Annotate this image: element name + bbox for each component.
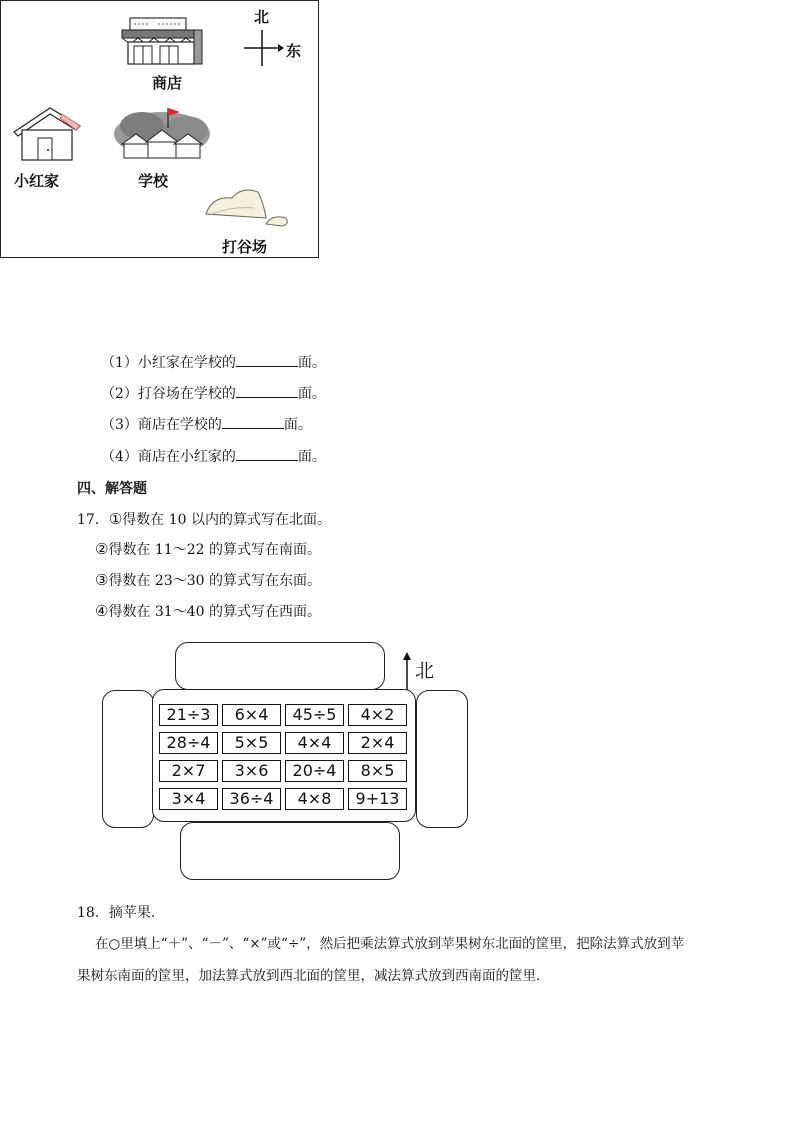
- question-17-item-3: ③得数在 23～30 的算式写在东面。: [95, 571, 321, 589]
- school-icon: [112, 104, 212, 162]
- expression-cell[interactable]: 8×5: [348, 760, 407, 782]
- question-17-item-2: ②得数在 11～22 的算式写在南面。: [95, 540, 321, 558]
- shop-label: 商店: [152, 74, 183, 92]
- threshing-ground-label: 打谷场: [222, 238, 268, 256]
- compass-east-label: 东: [286, 42, 302, 60]
- question-17-item-1: 17．①得数在 10 以内的算式写在北面。: [77, 510, 331, 528]
- expression-cell[interactable]: 36÷4: [222, 788, 281, 810]
- expression-cell[interactable]: 4×8: [285, 788, 344, 810]
- east-answer-box[interactable]: [416, 690, 468, 828]
- west-answer-box[interactable]: [102, 690, 154, 828]
- answer-blank[interactable]: [222, 414, 284, 429]
- question-16-2: （2）打谷场在学校的 面。: [101, 383, 326, 404]
- expression-cell[interactable]: 3×6: [222, 760, 281, 782]
- diagram-north-label: 北: [415, 660, 435, 682]
- north-answer-box[interactable]: [175, 642, 385, 690]
- section-title: 四、解答题: [77, 481, 147, 497]
- question-18-line-2: 果树东南面的筐里，加法算式放到西北面的筐里，减法算式放到西南面的筐里．: [77, 968, 550, 984]
- threshing-ground-icon: [202, 184, 294, 228]
- question-16-3: （3）商店在学校的 面。: [101, 414, 312, 435]
- house-icon: [10, 104, 84, 164]
- expression-cell[interactable]: 45÷5: [285, 704, 344, 726]
- expression-cell[interactable]: 9+13: [348, 788, 407, 810]
- answer-blank[interactable]: [236, 352, 298, 367]
- question-16-4: （4）商店在小红家的 面。: [101, 446, 326, 467]
- expression-cell[interactable]: 2×4: [348, 732, 407, 754]
- expression-cell[interactable]: 28÷4: [159, 732, 218, 754]
- expression-cell[interactable]: 4×2: [348, 704, 407, 726]
- question-16-1: （1）小红家在学校的 面。: [101, 352, 326, 373]
- expression-cell[interactable]: 5×5: [222, 732, 281, 754]
- expression-cell[interactable]: 3×4: [159, 788, 218, 810]
- compass-cross-icon: [240, 26, 284, 70]
- answer-blank[interactable]: [236, 446, 298, 461]
- expression-cell[interactable]: 2×7: [159, 760, 218, 782]
- expression-cell[interactable]: 6×4: [222, 704, 281, 726]
- north-arrow-icon: [402, 652, 412, 690]
- question-18-title: 18．摘苹果．: [77, 905, 165, 921]
- shop-icon: [120, 16, 204, 66]
- expression-cell[interactable]: 20÷4: [285, 760, 344, 782]
- map-figure: [0, 0, 319, 258]
- expression-cell[interactable]: 21÷3: [159, 704, 218, 726]
- home-label: 小红家: [14, 172, 60, 190]
- question-17-item-4: ④得数在 31～40 的算式写在西面。: [95, 602, 321, 620]
- compass-north-label: 北: [254, 8, 270, 26]
- school-label: 学校: [138, 172, 169, 190]
- expression-cell[interactable]: 4×4: [285, 732, 344, 754]
- answer-blank[interactable]: [236, 383, 298, 398]
- question-18-line-1: 在○里填上“＋”、“－”、“×”或“÷”，然后把乘法算式放到苹果树东北面的筐里，把除法算式放到苹: [95, 936, 685, 952]
- south-answer-box[interactable]: [180, 822, 400, 880]
